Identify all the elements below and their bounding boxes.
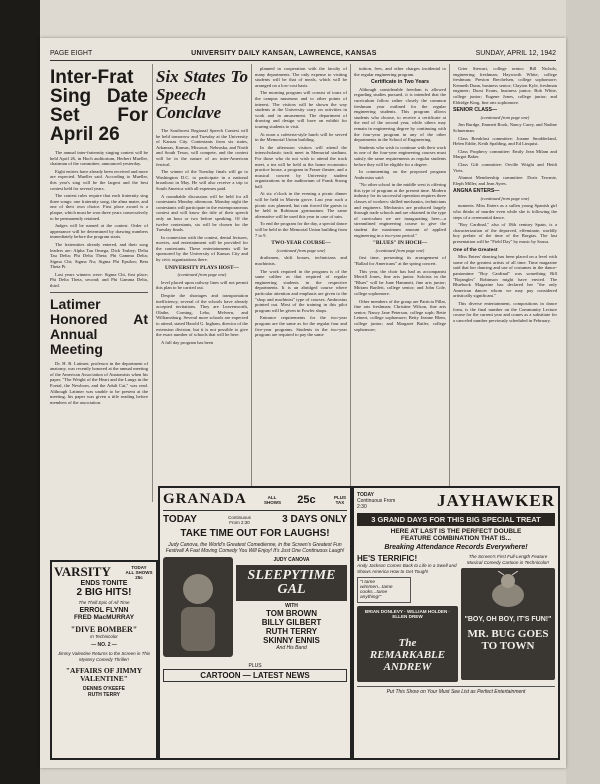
granada-cast: TOM BROWN	[266, 609, 317, 618]
article-paragraph: Entrance requirements for the two-year program are the same as for the regular four and five-year programs. Students in the two-year program are required to pay the same	[255, 315, 347, 338]
article-paragraph: "No other school in the middle west is offering this type of program at the present time. Modern industry for its successful operation requires three classes of workers: skilled mechanics, technicians and engineers. Mechanics are produced largely through trade schools and are obtained in the type of curriculum we are inaugurating here—a streamlined engineering course to give the student the maximum amount of applied engineering in a two-year period."	[354, 182, 446, 238]
granada-extra: CARTOON — LATEST NEWS	[163, 669, 347, 682]
article-paragraph: Jim Burdge, Emmett Rook, Nancy Carey, and Nadine Schuerman.	[453, 122, 557, 133]
article-paragraph: level placed upon railway lines will not permit this plan to be carried out.	[156, 279, 248, 291]
article-paragraph: This diverse entertainment, compositions in dance form, is the final number on the Community Lecture course for the current year and comes as a substitute for a canceled number previously scheduled in February.	[453, 300, 557, 323]
article-paragraph: Alumni Membership committee: Doris Tewmie, Eleph Miller, and Jean Ayres.	[453, 175, 557, 186]
column-2	[156, 66, 248, 504]
article-paragraph: The contest rules require that each fraternity sing three songs: one fraternity song, the alma mater, and one of their own choice. First place award is a plaque, which must be won three years consecutively to be permanently retained.	[50, 193, 148, 221]
granada-band: And His Band	[276, 645, 307, 651]
varsity-ends: ENDS TONITE	[80, 580, 128, 587]
granada-blurb: Judy Canova, the World's Greatest Comedienne, in the Screen's Greatest Fun Festival! A Fast Moving Comedy You Will Enjoy! It's Just One Continuous Laugh!	[165, 542, 345, 554]
varsity-blurb: Jimmy Valentine Returns to the Screen in This Mystery Comedy Thriller!	[57, 651, 151, 662]
granada-price: 25c	[297, 493, 316, 506]
article-paragraph: Last years winners were: Sigma Chi, first place; Phi Delta Theta, second; and Phi Gamma Delta, third.	[50, 271, 148, 289]
jayhawker-film1: The REMARKABLE ANDREW	[369, 637, 446, 673]
jayhawker-ad	[352, 486, 560, 760]
varsity-hits: 2 BIG HITS!	[76, 587, 132, 598]
column-5	[453, 66, 557, 504]
granada-cast: SKINNY ENNIS	[263, 636, 320, 645]
jayhawker-cast1: BRIAN DONLEVY · WILLIAM HOLDEN · ELLEN DREW	[364, 609, 451, 619]
varsity-today: TODAY	[131, 564, 147, 570]
varsity-cast: DENNIS O'KEEFE	[82, 686, 126, 692]
article-paragraph: Class Gift committee: Orville Wright and Heidi Viets.	[453, 161, 557, 173]
article-paragraph: Class Prophecy committee: Emily Jean Milam and Margot Baker.	[453, 148, 557, 160]
granada-ad	[158, 486, 352, 760]
top-margin	[40, 0, 600, 38]
article-paragraph: To end the program for the day, a special dance will be held in the Memorial Union building from 7 to 9.	[255, 221, 347, 238]
jump-head: ANGNA ENTERS—	[453, 188, 500, 195]
column-3	[255, 66, 347, 504]
article-paragraph: Although considerable freedom is allowed regarding studies pursued, it is intended that the curriculum follow rather closely the common freshman year outlined for the regular engineering students. This program allows students who choose, to receive a certificate at the end of the second year, while others may remain in engineering degree by continuing with the four-year program in any of the other departments in the School of Engineering.	[354, 86, 446, 143]
granada-name: GRANADA	[163, 491, 247, 507]
jump-note: (continued from page one)	[177, 272, 227, 278]
jayhawker-banner: 3 GRAND DAYS FOR THIS BIG SPECIAL TREAT	[357, 513, 555, 526]
jayhawker-terrific: HE'S TERRIFIC!	[357, 554, 418, 563]
article-paragraph: At six o'clock in the evening a picnic dinner will be held in Marvin grove. Last year such a picnic was planned, but rain forced the guests to be held in Robinson gymnasium. The same alternative will be used this year in case of rain.	[255, 191, 347, 219]
granada-plus: PLUS	[248, 663, 262, 669]
headline-latimer: Latimer Honored At Annual Meeting	[50, 295, 148, 357]
newspaper-page	[40, 38, 566, 768]
article-paragraph: Eight entries have already been received and more are expected. Mueller said. According to Mueller, this year's sing will be the largest and the best contest held for several years.	[50, 168, 148, 191]
jayhawker-today: TODAY	[357, 492, 374, 498]
article-paragraph: Judges will be named at the contest. Order of appearance will be determined by drawing numbers immediately before the program starts.	[50, 223, 148, 240]
granada-today: TODAY	[163, 514, 197, 525]
jump-note: (continued from page one)	[276, 247, 326, 253]
article-paragraph: The Southwest Regional Speech Contest will be held tomorrow and Tuesday at the University of Kansas City. Contestants from six states, Arkansas, Kansas, Missouri, Nebraska, and North and South Texas, will compete, and the contest will be in the nature of an inter-American festival.	[156, 128, 248, 167]
jayhawker-line3: Breaking Attendance Records Everywhere!	[384, 544, 528, 551]
article-paragraph: The work required in the program is of the same caliber as that required of regular engineering students in the respective departments. It is an abridged course where particular attention and emphasis are given to the "shop and machinist" type of courses. Ambrosius pointed out. Most of the training in this pilot program will be given in Fowler shops.	[255, 268, 347, 313]
jayhawker-footer: Put This Show on Your Must See List as Perfect Entertainment	[357, 686, 555, 695]
varsity-no2: — NO. 2 —	[91, 642, 117, 648]
portrait-icon	[163, 557, 233, 657]
page-header	[50, 50, 556, 61]
granada-with: WITH	[285, 603, 298, 609]
jayhawker-quote: "I tame wimmen...tame cooks...tame anything!"	[357, 577, 411, 603]
divider	[50, 292, 148, 293]
headline-inter-frat: Inter-Frat Sing Date Set For April 26	[50, 67, 148, 145]
article-paragraph: The winner of the Tuesday finals will go to Washington D.C. to participate in a national broadcast in May. He will also receive a trip to South America with all expenses paid.	[156, 169, 248, 191]
varsity-ad	[50, 560, 158, 760]
article-paragraph: Class Breakfast committee: Joanne Snodderland, Helen Eddie, Keith Spalding, and Ed Linquist.	[453, 135, 557, 147]
varsity-star: ERROL FLYNN	[79, 607, 129, 614]
article-paragraph: At noon a cafeteria-style lunch will be served in the Memorial Union building.	[255, 131, 347, 143]
jayhawker-film2: MR. BUG GOES TO TOWN	[467, 628, 549, 652]
article-paragraph: A roundtable discussion will be held for all contestants Monday afternoon. Monday night the contestants will participate in the extemporaneous contest and will know the title of their speech only an hour or two before speaking. Of the twelve contestants, six will be chosen for the Tuesday finals.	[156, 193, 248, 233]
article-paragraph: Students who wish to continue with their work in one of the four-year engineering courses must satisfy the same requirements as regular students before they will be eligible for a degree.	[354, 144, 446, 167]
article-paragraph: first time, presenting its arrangement of "Ballad for Americans" at the spring concert.	[354, 255, 446, 266]
varsity-thrill: The Thrill Epic of All Time	[78, 600, 130, 605]
article-paragraph: Grier Stewart, college senior; Bill Nichols, engineering freshman; Hayworth White, college freshman; Preston Brechelsen, college sophomore; Kenneth Dunn, business senior; Clayton Kyle, freshman engineer; Durst Evans, business junior; Bob White, college junior; Eugene Jones, college junior; and Eldridge King, fine arts sophomore.	[453, 66, 557, 105]
article-paragraph: Miss Enters' dancing has been placed on a level with some of the greatest artists of all time. Time magazine said that her dancing and use of costumes in the dance-pantomime "Boy Cardinal" was something Bill "Bojangles" Robinson might have envied. The Bluebook Magazine has declared her "the only American dancer whom we may pay considered artistically significant."	[453, 254, 557, 299]
article-paragraph: Other members of the group are Patricia Pillar, fine arts freshman; Christine Wilson, fine arts senior; Nancy Jane Peterson, college soph; Bette Leinert, college sophomore; Betty Jeanne Blem, college junior; and Margaret Butler, college sophomore;	[354, 298, 446, 332]
granada-continuous: Continuous From 2:30	[228, 514, 251, 525]
varsity-technicolor: In Technicolor	[90, 634, 118, 639]
jump-head: "BLUES" IN HOCH—	[372, 240, 428, 247]
column-rule	[350, 64, 351, 502]
jayhawker-continuous: Continuous From 2:30	[357, 498, 396, 510]
granada-star: JUDY CANOVA	[273, 557, 310, 563]
jayhawker-film2a: "BOY, OH BOY, IT'S FUN!"	[464, 616, 552, 623]
masthead: UNIVERSITY DAILY KANSAN, LAWRENCE, KANSAS	[191, 50, 377, 57]
article-paragraph: numents. Miss Enters as a sullen young Spanish girl who thinks of murder even while she is following the steps of a ceremonial dance.	[453, 203, 557, 220]
article-paragraph: planned in cooperation with the faculty of many departments. The only expense to visiting students will be that of meals, which will be arranged on a low-cost basis.	[255, 66, 347, 88]
article-paragraph: "Boy Cardinal," also of 18th century Spain, is a characterization of the depraved, effeminate, worldly boy prelate of the time of the Borgias. The last presentation will be "Field Day" by music by Sousa.	[453, 222, 557, 245]
right-margin	[566, 0, 600, 784]
column-rule	[449, 64, 450, 502]
article-paragraph: In the afternoon visitors will attend the interscholastic track meet in Memorial stadium. For those who do not wish to attend the track meet, a tea will be held at the home economics practice house, a program in Fraser theater, and a musical concert by University student organizations in the auditorium of Frank Strong hall.	[255, 144, 347, 189]
jump-note: (continued from page one)	[480, 114, 530, 120]
granada-cast: BILLY GILBERT	[261, 618, 322, 627]
article-paragraph: Despite the shortages and transportation inefficiency, several of the schools have already accepted invitations. They are Leavenworth, Olathe, Corning, Lebo, Melvern, and Williamsburg. Several more schools are expected to attend, stated Harold G. Ingham, director of the extension division, but it is not possible to give the exact number of schools that will be here.	[156, 293, 248, 338]
jump-head: UNIVERSITY PLAYS HOST—	[165, 264, 239, 271]
article-paragraph: tuition, fees, and other charges incidental to the regular engineering program.	[354, 66, 446, 77]
article-paragraph: In connection with the contest, dental lectures, movies, and entertainment will be provided for the contestants. These entertainments will be sponsored by the University of Kansas City and by civic organizations there.	[156, 234, 248, 263]
granada-three-days: 3 DAYS ONLY	[282, 514, 347, 525]
page-number: PAGE EIGHT	[50, 50, 93, 57]
jayhawker-terrific-sub: Andy Jackson Comes Back to Life in a Swell and Shows America How to Get Tough!	[357, 563, 457, 574]
varsity-cast: RUTH TERRY	[87, 692, 121, 698]
article-paragraph: This year, the choir has had as accompanist Merrill Jones, fine arts junior. Soloists in the "Blues" will be June Hammett, fine arts junior; Miriam Bartlett, college senior; and John Cole, college sophomore.	[354, 268, 446, 296]
binder-edge	[0, 0, 40, 784]
subhead: One of the Greatest	[453, 247, 498, 253]
jayhawker-side-blurb: The Screen's First Full-Length Feature Musical Comedy Cartoon in Technicolor!	[466, 554, 550, 565]
jump-head: SENIOR CLASS—	[453, 107, 498, 114]
article-paragraph: A full day program has been	[161, 339, 214, 345]
subhead: Certificate in Two Years	[370, 79, 430, 86]
article-paragraph: The annual inter-fraternity singing contest will be held April 26, in Hoch auditorium, Herbert Mueller, chairman of the committee, announced yesterday.	[50, 150, 148, 167]
column-rule	[152, 64, 153, 502]
granada-all-shows: ALL SHOWS	[263, 494, 281, 505]
headline-speech-conclave: Six States To Speech Conclave	[156, 67, 248, 122]
varsity-film2: "AFFAIRS OF JIMMY VALENTINE"	[65, 666, 143, 683]
jump-head: TWO-YEAR COURSE—	[271, 240, 331, 247]
page-date: SUNDAY, APRIL 12, 1942	[475, 50, 556, 57]
granada-tagline: TAKE TIME OUT FOR LAUGHS!	[180, 528, 330, 539]
jayhawker-line2: FEATURE COMBINATION THAT IS...	[400, 535, 512, 542]
column-4	[354, 66, 446, 504]
jump-note: (continued from page one)	[480, 195, 530, 201]
cartoon-bug-icon	[464, 571, 552, 611]
jump-note: (continued from page one)	[375, 247, 425, 253]
column-1	[50, 66, 148, 586]
judy-canova-photo	[163, 557, 233, 657]
varsity-star: FRED MacMURRAY	[73, 614, 135, 621]
granada-film-title: SLEEPYTIME GAL	[236, 565, 347, 601]
jayhawker-line1: HERE AT LAST IS THE PERFECT DOUBLE	[390, 528, 522, 535]
article-paragraph: Dr. H. B. Latimer, professor in the department of anatomy, was recently honored at the annual meeting of the American Association of Anatomists when his paper, "The Weight of the Heart and the Lungs in the Foetal, the Newborn, and the Adult Cat," was read. Although Latimer was unable to be present at the meeting, his paper was given a title reading before members of the association.	[50, 360, 148, 405]
article-paragraph: The morning program will consist of tours of the campus museums and to other points of interest. The visitors will be shown the way students at the University carry on activities in work and in amusement. The department of drawing and design will have an exhibit for touring students to visit.	[255, 90, 347, 129]
article-paragraph: The fraternities already entered, and their song leaders are: Alpha Tau Omega, Dick Trubey; Delta Tau Delta; Phi Delta Theta; Phi Gamma Delta; Sigma Chi; Sigma Nu; Sigma Phi Epsilon; Beta Theta Pi.	[50, 241, 148, 270]
column-rule	[251, 64, 252, 502]
varsity-name: VARSITY	[54, 564, 111, 579]
article-paragraph: In commenting on the proposed program Ambrosius said:	[354, 169, 446, 180]
mr-bug-art	[461, 568, 555, 680]
jayhawker-name: JAYHAWKER	[437, 491, 555, 510]
granada-tax: PLUS TAX	[333, 494, 346, 505]
article-paragraph: draftsmen, shift bosses, technicians and machinists.	[255, 255, 347, 266]
granada-cast: RUTH TERRY	[265, 627, 318, 636]
varsity-film1: "DIVE BOMBER"	[70, 625, 138, 634]
varsity-price: ALL SHOWS 25c	[125, 569, 153, 580]
